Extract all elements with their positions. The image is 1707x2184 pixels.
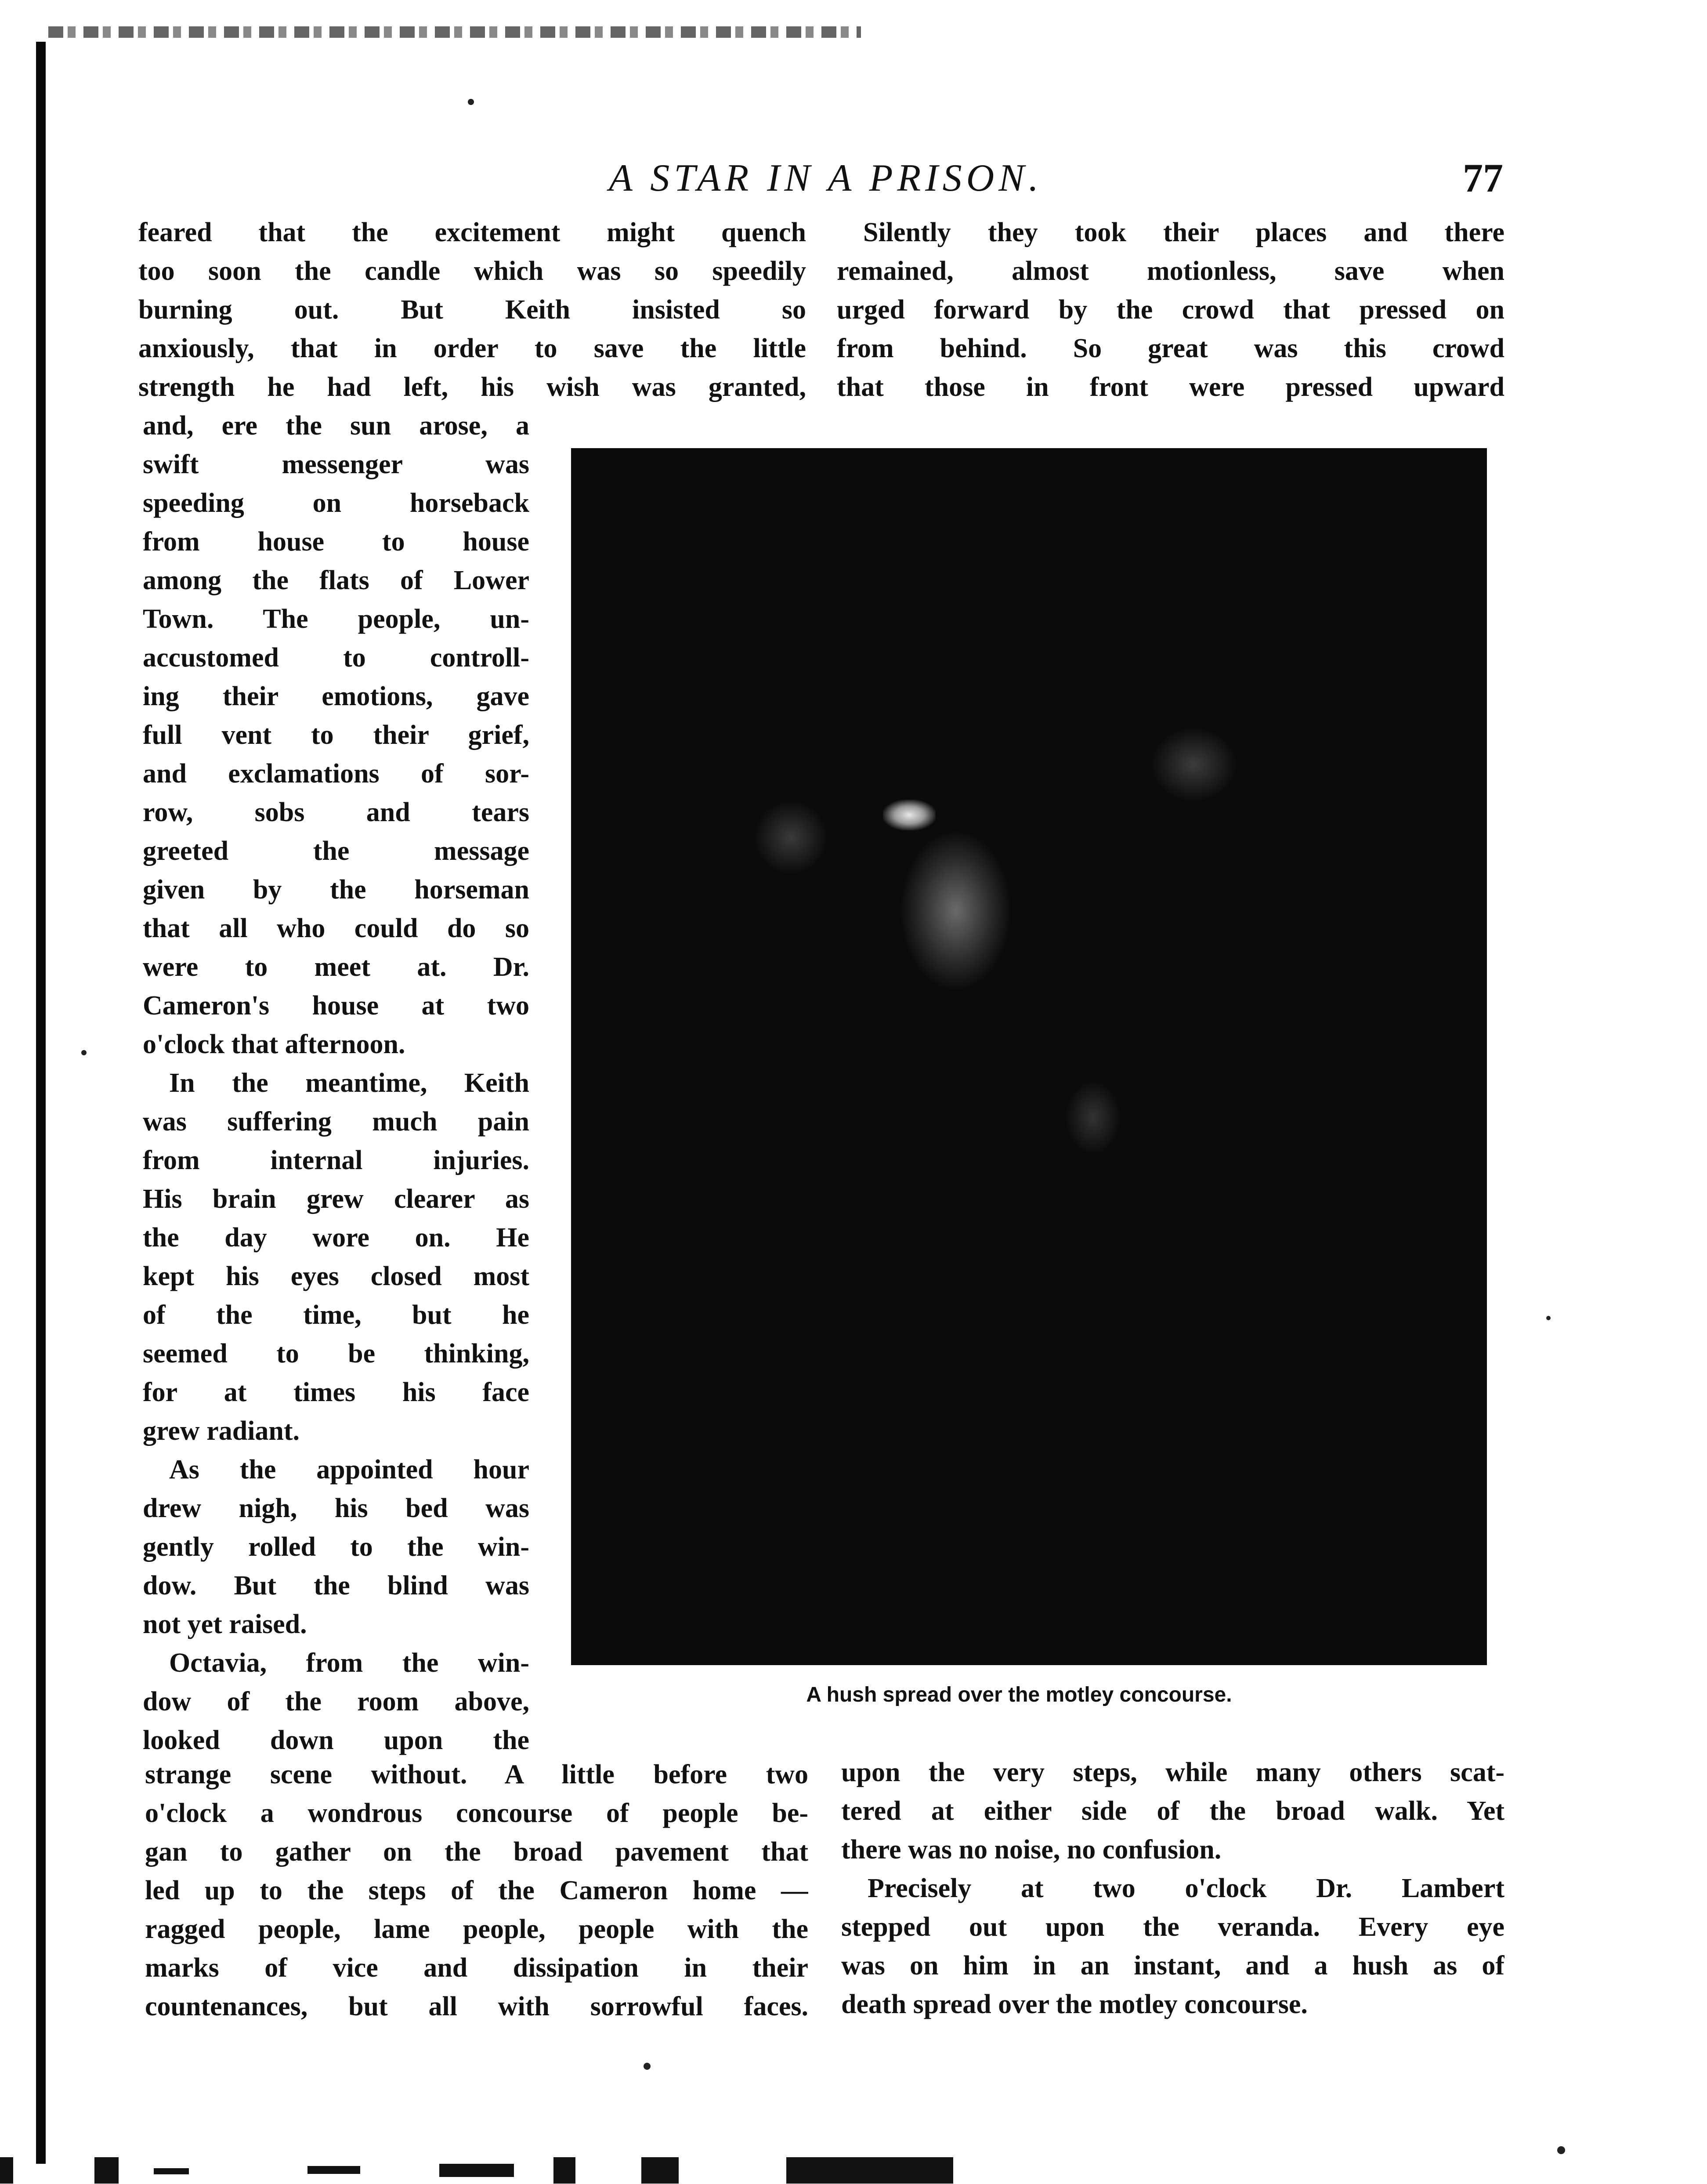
text-line: dow. But the blind was: [143, 1571, 529, 1601]
text-line: death spread over the motley concourse.: [841, 1989, 1308, 2019]
text-line: o'clock that afternoon.: [143, 1029, 405, 1059]
text-line: were to meet at. Dr.: [143, 952, 529, 982]
text-line: was suffering much pain: [143, 1107, 529, 1137]
text-line: As the appointed hour: [169, 1455, 529, 1485]
text-line: among the flats of Lower: [143, 565, 529, 595]
scan-speck: [1557, 2146, 1565, 2154]
text-line: Silently they took their places and there: [863, 217, 1504, 247]
scan-binding-edge: [36, 42, 46, 2164]
text-line: countenances, but all with sorrowful faces.: [145, 1992, 808, 2021]
text-line: Precisely at two o'clock Dr. Lambert: [868, 1873, 1504, 1903]
text-line: full vent to their grief,: [143, 720, 529, 750]
page-number: 77: [1463, 156, 1503, 200]
text-line: gently rolled to the win-: [143, 1532, 529, 1562]
scan-speck: [81, 1050, 87, 1055]
illustration-photo: [571, 448, 1487, 1665]
text-line: from behind. So great was this crowd: [837, 333, 1504, 363]
text-line: seemed to be thinking,: [143, 1339, 529, 1369]
text-line: feared that the excitement might quench: [138, 217, 806, 247]
photo-caption: A hush spread over the motley concourse.: [806, 1683, 1232, 1706]
text-line: from internal injuries.: [143, 1145, 529, 1175]
text-line: from house to house: [143, 527, 529, 557]
text-line: drew nigh, his bed was: [143, 1493, 529, 1523]
text-line: Cameron's house at two: [143, 991, 529, 1021]
scan-artifact-top: [48, 26, 861, 38]
text-line: o'clock a wondrous concourse of people be-: [145, 1798, 808, 1828]
text-line: the day wore on. He: [143, 1223, 529, 1253]
text-line: tered at either side of the broad walk. Yet: [841, 1796, 1504, 1826]
text-line: dow of the room above,: [143, 1687, 529, 1717]
text-line: looked down upon the: [143, 1725, 529, 1755]
text-line: burning out. But Keith insisted so: [138, 295, 806, 325]
text-line: upon the very steps, while many others scat-: [841, 1757, 1504, 1787]
text-line: gan to gather on the broad pavement that: [145, 1837, 808, 1867]
text-line: strange scene without. A little before two: [145, 1760, 808, 1789]
scan-speck: [644, 2063, 651, 2070]
scan-speck: [1546, 1316, 1551, 1320]
text-line: swift messenger was: [143, 449, 529, 479]
text-line: of the time, but he: [143, 1300, 529, 1330]
text-line: His brain grew clearer as: [143, 1184, 529, 1214]
text-line: led up to the steps of the Cameron home —: [145, 1876, 808, 1905]
text-line: there was no noise, no confusion.: [841, 1835, 1222, 1865]
scan-artifact-bottom: [0, 2144, 1707, 2184]
text-line: for at times his face: [143, 1377, 529, 1407]
left-column-top: [138, 213, 806, 406]
running-title: A STAR IN A PRISON.: [609, 157, 1043, 199]
text-line: accustomed to controll-: [143, 643, 529, 673]
text-line: urged forward by the crowd that pressed on: [837, 295, 1504, 325]
narrow-column-beside-photo: [143, 406, 529, 1760]
text-line: In the meantime, Keith: [169, 1068, 529, 1098]
text-line: kept his eyes closed most: [143, 1261, 529, 1291]
left-column-bottom: [145, 1755, 808, 2026]
text-line: remained, almost motionless, save when: [837, 256, 1504, 286]
text-line: grew radiant.: [143, 1416, 300, 1446]
text-line: strength he had left, his wish was granted,: [138, 372, 806, 402]
text-line: given by the horseman: [143, 875, 529, 905]
text-line: and, ere the sun arose, a: [143, 411, 529, 441]
right-column-top: [837, 213, 1504, 406]
text-line: marks of vice and dissipation in their: [145, 1953, 808, 1983]
text-line: Octavia, from the win-: [169, 1648, 529, 1678]
text-line: not yet raised.: [143, 1609, 307, 1639]
text-line: that those in front were pressed upward: [837, 372, 1504, 402]
text-line: stepped out upon the veranda. Every eye: [841, 1912, 1504, 1942]
scan-speck: [468, 99, 474, 105]
text-line: greeted the message: [143, 836, 529, 866]
text-line: ing their emotions, gave: [143, 681, 529, 711]
text-line: was on him in an instant, and a hush as of: [841, 1951, 1504, 1981]
text-line: row, sobs and tears: [143, 797, 529, 827]
right-column-bottom: [841, 1753, 1504, 2024]
text-line: anxiously, that in order to save the little: [138, 333, 806, 363]
text-line: that all who could do so: [143, 913, 529, 943]
photo-light-spot: [883, 800, 936, 830]
text-line: and exclamations of sor-: [143, 759, 529, 789]
text-line: ragged people, lame people, people with the: [145, 1914, 808, 1944]
text-line: too soon the candle which was so speedily: [138, 256, 806, 286]
text-line: Town. The people, un-: [143, 604, 529, 634]
text-line: speeding on horseback: [143, 488, 529, 518]
